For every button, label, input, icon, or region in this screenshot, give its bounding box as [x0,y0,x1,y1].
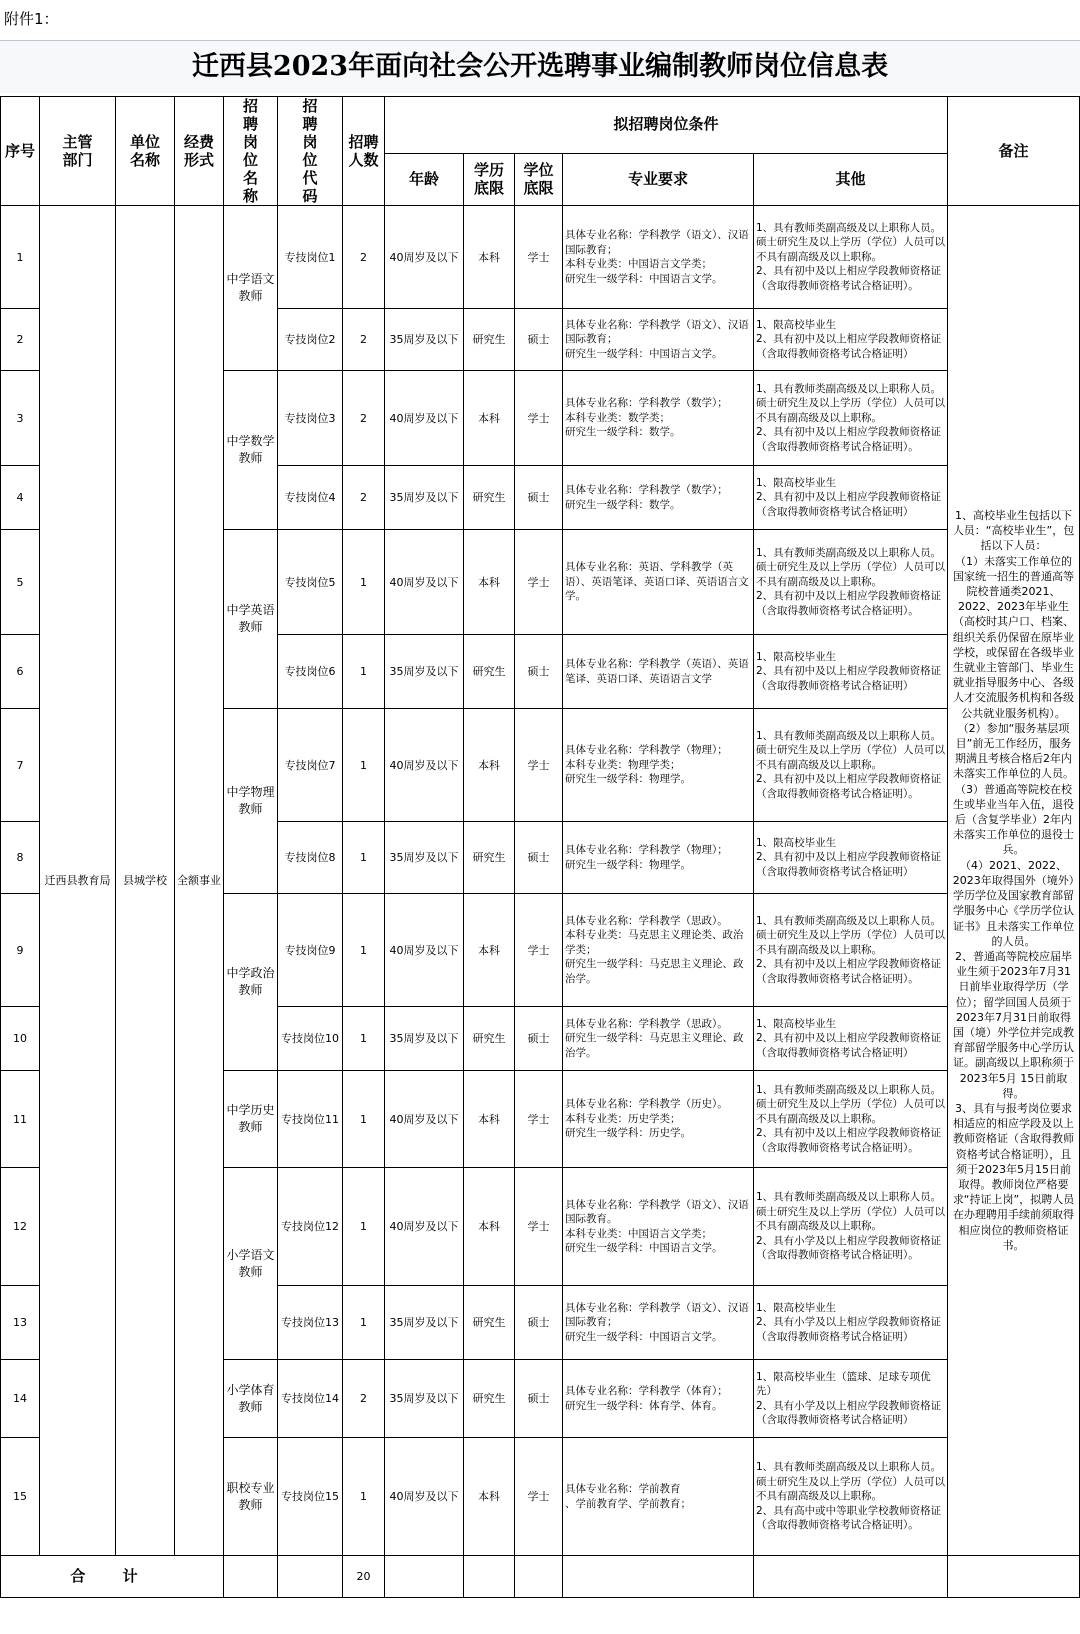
position-code-cell: 专技岗位15 [278,1438,343,1556]
position-name: 中学数学教师 [226,434,275,465]
header-remark: 备注 [948,97,1080,206]
major-requirement-line: 具体专业名称：学科教学（语文）、汉语国际教育。 [565,1198,749,1225]
major-requirement-line: 具体专业名称：学科教学（思政）。 [565,914,728,927]
other-requirement-line: 1、具有教师类副高级及以上职称人员。硕士研究生及以上学历（学位）人员可以不具有副高级及以上职称。 [756,1083,945,1125]
other-requirement-line: 2、具有初中及以上相应学段教师资格证（含取得教师资格考试合格证明） [756,333,942,360]
degree-cell: 学士 [515,1438,563,1556]
header-conditions: 拟招聘岗位条件 [385,97,948,154]
other-requirement [754,1007,948,1071]
degree-cell: 学士 [515,371,563,466]
position-code-cell: 专技岗位12 [278,1168,343,1286]
major-requirement-line: 研究生一级学科：马克思主义理论、政治学。 [565,1032,744,1059]
position-code-cell: 专技岗位11 [278,1071,343,1168]
major-requirement [563,1360,754,1438]
major-requirement-line: 具体专业名称：学科教学（英语）、英语笔译、英语口译、英语语言文学 [565,658,749,685]
headcount-cell: 1 [343,530,385,635]
other-requirement-line: 1、具有教师类副高级及以上职称人员。硕士研究生及以上学历（学位）人员可以不具有副高级及以上职称。 [756,914,945,956]
major-requirement-line: 研究生一级学科：中国语言文学。 [565,347,723,360]
age-cell: 35周岁及以下 [385,822,464,894]
education-cell: 本科 [464,530,515,635]
education-cell: 本科 [464,206,515,309]
position-name: 中学历史教师 [226,1103,275,1134]
position-name-cell [224,206,278,371]
seq-cell: 12 [1,1168,40,1286]
degree-cell: 硕士 [515,822,563,894]
major-requirement-line: 具体专业名称：英语、学科教学（英语）、英语笔译、英语口译、英语语言文学。 [565,561,749,603]
position-code-cell: 专技岗位1 [278,206,343,309]
remark-cell-line: （4）2021、2022、2023年取得国外（境外）学历学位及国家教育部留学服务中心《学历学位认证书》且未落实工作单位的人员。 [952,858,1075,948]
age-cell: 40周岁及以下 [385,530,464,635]
major-requirement-line: 具体专业名称：学科教学（物理）； [565,744,728,757]
major-requirement [563,530,754,635]
other-requirement-line: 2、具有小学及以上相应学段教师资格证（含取得教师资格考试合格证明）。 [756,1234,942,1262]
major-requirement-line: 具体专业名称：学科教学（思政）。 [565,1017,728,1030]
position-name: 中学物理教师 [226,785,275,816]
header-fund: 经费形式 [175,97,224,206]
header-edu: 学历底限 [464,153,515,205]
major-requirement-line: 具体专业名称：学科教学（数学）； [565,484,728,496]
position-code-cell: 专技岗位14 [278,1360,343,1438]
other-requirement-line: 1、具有教师类副高级及以上职称人员。硕士研究生及以上学历（学位）人员可以不具有副高级及以上职称。 [756,546,945,588]
degree-cell: 硕士 [515,635,563,709]
table-row [1,206,1080,309]
position-code-cell: 专技岗位7 [278,709,343,822]
seq-cell: 10 [1,1007,40,1071]
headcount-cell: 1 [343,1438,385,1556]
position-name: 小学语文教师 [226,1247,275,1279]
education-cell: 研究生 [464,822,515,894]
seq-cell: 15 [1,1438,40,1556]
position-code-cell: 专技岗位6 [278,635,343,709]
position-name: 中学语文教师 [226,272,275,303]
total-empty-cell [948,1556,1080,1598]
age-cell: 35周岁及以下 [385,1286,464,1360]
other-requirement-line: 2、具有初中及以上相应学段教师资格证（含取得教师资格考试合格证明） [756,665,942,692]
total-row [1,1556,1080,1598]
position-code-cell: 专技岗位4 [278,466,343,530]
position-code-cell: 专技岗位10 [278,1007,343,1071]
major-requirement-line: 本科专业类：中国语言文学类； [565,1227,712,1240]
position-name-cell [224,1071,278,1168]
degree-cell: 硕士 [515,1286,563,1360]
degree-cell: 学士 [515,1168,563,1286]
other-requirement [754,709,948,822]
position-code-cell: 专技岗位13 [278,1286,343,1360]
major-requirement-line: 本科专业类：数学类； [565,411,670,424]
degree-cell: 学士 [515,206,563,309]
unit-cell: 县城学校 [116,206,175,1556]
age-cell: 40周岁及以下 [385,1438,464,1556]
remark-cell-line: 1、高校毕业生包括以下人员：“高校毕业生”，包括以下人员： [952,509,1075,553]
total-empty-cell [464,1556,515,1598]
total-label-cell [1,1556,224,1598]
total-num-cell: 20 [343,1556,385,1598]
major-requirement-line: 具体专业名称：学科教学（物理）； [565,844,728,856]
age-cell: 40周岁及以下 [385,1071,464,1168]
major-requirement-line: 具体专业名称：学科教学（语文）、汉语国际教育； [565,229,749,256]
other-requirement-line: 1、具有教师类副高级及以上职称人员。硕士研究生及以上学历（学位）人员可以不具有副高级及以上职称。 [756,382,945,424]
major-requirement [563,1168,754,1286]
other-requirement-line: 1、限高校毕业生 [756,1301,837,1314]
other-requirement [754,1438,948,1556]
age-cell: 35周岁及以下 [385,466,464,530]
education-cell: 本科 [464,894,515,1007]
major-requirement-line: 研究生一级学科：数学。 [565,426,681,439]
other-requirement [754,530,948,635]
header-degree: 学位底限 [515,153,563,205]
major-requirement-line: 本科专业类：中国语言文学类； [565,258,712,270]
age-cell: 40周岁及以下 [385,1168,464,1286]
other-requirement-line: 1、限高校毕业生 [756,1017,837,1030]
other-requirement [754,466,948,530]
headcount-cell: 1 [343,1286,385,1360]
headcount-cell: 1 [343,1071,385,1168]
position-code-cell: 专技岗位3 [278,371,343,466]
major-requirement [563,309,754,371]
other-requirement-line: 2、具有初中及以上相应学段教师资格证（含取得教师资格考试合格证明）。 [756,590,942,617]
other-requirement [754,1286,948,1360]
major-requirement-line: 研究生一级学科：物理学。 [565,773,691,786]
other-requirement-line: 1、限高校毕业生（篮球、足球专项优先） [756,1370,931,1397]
major-requirement-line: 本科专业类：历史学类； [565,1112,681,1125]
other-requirement-line: 2、具有小学及以上相应学段教师资格证（含取得教师资格考试合格证明） [756,1399,942,1426]
other-requirement-line: 1、限高校毕业生 [756,836,837,849]
major-requirement-line: 研究生一级学科：历史学。 [565,1127,691,1140]
position-name-cell [224,1360,278,1438]
position-name: 职校专业教师 [226,1480,275,1512]
major-requirement-line: 研究生一级学科：中国语言文学。 [565,1242,723,1254]
age-cell: 35周岁及以下 [385,1360,464,1438]
other-requirement [754,822,948,894]
headcount-cell: 1 [343,1168,385,1286]
age-cell: 40周岁及以下 [385,894,464,1007]
other-requirement-line: 1、限高校毕业生 [756,650,837,663]
degree-cell: 学士 [515,1071,563,1168]
age-cell: 35周岁及以下 [385,309,464,371]
major-requirement-line: 本科专业类：物理学类； [565,758,681,771]
education-cell: 本科 [464,709,515,822]
age-cell: 40周岁及以下 [385,709,464,822]
seq-cell: 7 [1,709,40,822]
remark-cell-line: （1）未落实工作单位的国家统一招生的普通高等院校普通类2021、2022、2023年毕业生（高校时其户口、档案、组织关系仍保留在原毕业学校，或保留在各级毕业生就业主管部门、毕业生就业指导服务中心、各级人才交流服务机构和各级公共就业服务机构）。 [953,554,1075,720]
other-requirement-line: 2、具有初中及以上相应学段教师资格证（含取得教师资格考试合格证明）。 [756,265,942,292]
seq-cell: 8 [1,822,40,894]
major-requirement-line: 研究生一级学科：中国语言文学。 [565,272,723,285]
major-requirement [563,1438,754,1556]
total-label: 合 计 [70,1566,154,1585]
other-requirement [754,1360,948,1438]
major-requirement-line: 、学前教育学、学前教育； [565,1497,691,1510]
total-empty-cell [278,1556,343,1598]
education-cell: 本科 [464,1071,515,1168]
header-unit: 单位名称 [116,97,175,206]
major-requirement [563,894,754,1007]
degree-cell: 硕士 [515,466,563,530]
major-requirement-line: 研究生一级学科：体育学、体育。 [565,1399,723,1412]
page-title: 迁西县2023年面向社会公开选聘事业编制教师岗位信息表 [191,51,889,82]
seq-cell: 14 [1,1360,40,1438]
major-requirement [563,1286,754,1360]
headcount-cell: 1 [343,1007,385,1071]
other-requirement-line: 2、具有初中及以上相应学段教师资格证（含取得教师资格考试合格证明） [756,491,942,518]
other-requirement-line: 2、具有初中及以上相应学段教师资格证（含取得教师资格考试合格证明）。 [756,958,942,985]
other-requirement-line: 2、具有初中及以上相应学段教师资格证（含取得教师资格考试合格证明） [756,1032,942,1059]
header-age: 年龄 [385,153,464,205]
header-seq: 序号 [1,97,40,206]
major-requirement-line: 具体专业名称：学科教学（数学）； [565,397,728,410]
seq-cell: 1 [1,206,40,309]
other-requirement [754,309,948,371]
other-requirement [754,206,948,309]
other-requirement-line: 2、具有初中及以上相应学段教师资格证（含取得教师资格考试合格证明）。 [756,773,942,800]
seq-cell: 4 [1,466,40,530]
position-code-cell: 专技岗位9 [278,894,343,1007]
position-name: 小学体育教师 [226,1382,275,1414]
header-num: 招聘人数 [343,97,385,206]
remark-cell-line: （2）参加“服务基层项目”前无工作经历，服务期满且考核合格后2年内未落实工作单位的人员。 [953,721,1075,781]
remark-cell-line: 3、具有与报考岗位要求相适应的相应学段及以上教师资格证（含取得教师资格考试合格证明），且须于2023年5月15日前取得。教师岗位严格要求“持证上岗”，拟聘人员在办理聘用手续前须取得相应岗位的教师资格证书。 [952,1101,1075,1252]
major-requirement-line: 具体专业名称：学科教学（历史）。 [565,1098,728,1111]
seq-cell: 13 [1,1286,40,1360]
position-name-cell [224,1438,278,1556]
remark-cell-line: 2、普通高等院校应届毕业生须于2023年7月31日前毕业取得学历（学位）；留学回国人员须于2023年7月31日前取得国（境）外学位并完成教育部留学服务中心学历认证。副高级以上职称须于2023年5月 15日前取得。 [953,949,1075,1100]
headcount-cell: 2 [343,309,385,371]
other-requirement-line: 1、具有教师类副高级及以上职称人员。硕士研究生及以上学历（学位）人员可以不具有副高级及以上职称。 [756,729,945,771]
seq-cell: 9 [1,894,40,1007]
attachment-label: 附件1： [4,10,59,28]
fund-cell: 全额事业 [175,206,224,1556]
position-code-cell: 专技岗位8 [278,822,343,894]
position-table [0,96,1080,1598]
headcount-cell: 2 [343,1360,385,1438]
education-cell: 本科 [464,371,515,466]
degree-cell: 学士 [515,709,563,822]
headcount-cell: 1 [343,894,385,1007]
headcount-cell: 1 [343,635,385,709]
major-requirement-line: 具体专业名称：学科教学（体育）； [565,1385,728,1397]
position-name-cell [224,371,278,530]
degree-cell: 硕士 [515,309,563,371]
total-empty-cell [754,1556,948,1598]
major-requirement [563,822,754,894]
other-requirement-line: 2、具有高中或中等职业学校教师资格证（含取得教师资格考试合格证明）。 [756,1504,942,1532]
other-requirement [754,1168,948,1286]
header-pos-name: 招聘岗位名称 [224,97,278,206]
other-requirement-line: 1、具有教师类副高级及以上职称人员。硕士研究生及以上学历（学位）人员可以不具有副高级及以上职称。 [756,1191,945,1233]
education-cell: 研究生 [464,1286,515,1360]
degree-cell: 硕士 [515,1360,563,1438]
other-requirement-line: 2、具有初中及以上相应学段教师资格证（含取得教师资格考试合格证明） [756,851,942,878]
major-requirement-line: 研究生一级学科：马克思主义理论、政治学。 [565,958,744,985]
total-empty-cell [224,1556,278,1598]
other-requirement [754,635,948,709]
seq-cell: 11 [1,1071,40,1168]
major-requirement [563,206,754,309]
seq-cell: 6 [1,635,40,709]
major-requirement [563,466,754,530]
education-cell: 研究生 [464,466,515,530]
total-empty-cell [385,1556,464,1598]
total-empty-cell [515,1556,563,1598]
other-requirement [754,371,948,466]
header-dept: 主管部门 [40,97,116,206]
other-requirement [754,894,948,1007]
education-cell: 研究生 [464,635,515,709]
other-requirement-line: 2、具有初中及以上相应学段教师资格证（含取得教师资格考试合格证明）。 [756,426,942,453]
position-code-cell: 专技岗位2 [278,309,343,371]
other-requirement-line: 1、限高校毕业生 [756,476,837,489]
major-requirement-line: 研究生一级学科：物理学。 [565,858,691,871]
degree-cell: 学士 [515,530,563,635]
other-requirement-line: 2、具有初中及以上相应学段教师资格证（含取得教师资格考试合格证明）。 [756,1127,942,1154]
position-code-cell: 专技岗位5 [278,530,343,635]
major-requirement-line: 本科专业类：马克思主义理论类、政治学类； [565,929,744,956]
education-cell: 研究生 [464,309,515,371]
education-cell: 本科 [464,1168,515,1286]
degree-cell: 学士 [515,894,563,1007]
position-name: 中学政治教师 [226,966,275,997]
headcount-cell: 2 [343,371,385,466]
education-cell: 研究生 [464,1360,515,1438]
position-name-cell [224,894,278,1071]
other-requirement-line: 1、限高校毕业生 [756,318,837,331]
age-cell: 40周岁及以下 [385,371,464,466]
degree-cell: 硕士 [515,1007,563,1071]
other-requirement-line: 1、具有教师类副高级及以上职称人员。硕士研究生及以上学历（学位）人员可以不具有副高级及以上职称。 [756,1461,945,1503]
education-cell: 研究生 [464,1007,515,1071]
headcount-cell: 2 [343,206,385,309]
major-requirement [563,371,754,466]
major-requirement-line: 具体专业名称：学科教学（语文）、汉语国际教育； [565,318,749,346]
remark-cell [948,206,1080,1556]
header-major: 专业要求 [563,153,754,205]
major-requirement-line: 具体专业名称：学前教育 [565,1483,681,1495]
major-requirement-line: 研究生一级学科：中国语言文学。 [565,1330,723,1343]
age-cell: 40周岁及以下 [385,206,464,309]
position-name-cell [224,709,278,894]
other-requirement-line: 1、具有教师类副高级及以上职称人员。硕士研究生及以上学历（学位）人员可以不具有副高级及以上职称。 [756,221,945,263]
dept-cell: 迁西县教育局 [40,206,116,1556]
headcount-cell: 1 [343,822,385,894]
seq-cell: 5 [1,530,40,635]
major-requirement [563,1007,754,1071]
total-empty-cell [563,1556,754,1598]
headcount-cell: 1 [343,709,385,822]
header-other: 其他 [754,153,948,205]
major-requirement [563,709,754,822]
other-requirement-line: 2、具有小学及以上相应学段教师资格证（含取得教师资格考试合格证明） [756,1316,942,1343]
headcount-cell: 2 [343,466,385,530]
position-name-cell [224,530,278,709]
seq-cell: 2 [1,309,40,371]
header-pos-code: 招聘岗位代码 [278,97,343,206]
age-cell: 35周岁及以下 [385,1007,464,1071]
education-cell: 本科 [464,1438,515,1556]
remark-cell-line: （3）普通高等院校在校生或毕业当年入伍，退役后（含复学毕业）2年内未落实工作单位的退役士兵。 [953,782,1075,857]
major-requirement-line: 具体专业名称：学科教学（语文）、汉语国际教育； [565,1301,749,1329]
seq-cell: 3 [1,371,40,466]
position-name-cell [224,1168,278,1360]
major-requirement [563,1071,754,1168]
major-requirement [563,635,754,709]
position-name: 中学英语教师 [226,603,275,634]
major-requirement-line: 研究生一级学科：数学。 [565,498,681,511]
age-cell: 35周岁及以下 [385,635,464,709]
other-requirement [754,1071,948,1168]
